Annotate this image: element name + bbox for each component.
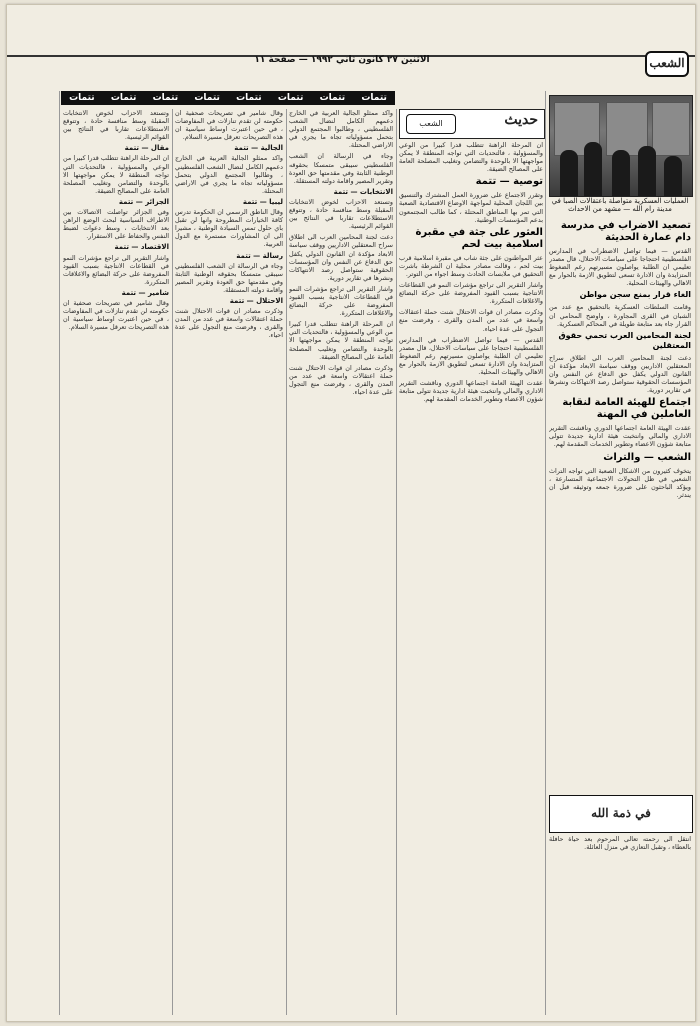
top-margin [7,5,695,57]
obituary-body: انتقل الى رحمته تعالى المرحوم بعد حياة حافلة بالعطاء ، وتقبل التعازي في منزل العائلة. [549,835,691,852]
column-3 [289,109,393,1015]
subheading: ليبيا — تتمة [242,197,283,206]
article-body: دعت لجنة المحامين العرب الى اطلاق سراح المعتقلين الاداريين ووقف سياسة الابعاد مؤكدة ان القانون الدولي يكفل حق الدفاع عن النفس وان المؤسسات الحقوقية ستواصل رصد الانتهاكات ونشرها في تقارير دورية. [549,353,691,395]
banner-label: تتمات [194,93,220,103]
article-body: وقامت السلطات العسكرية بالتحقيق مع عدد من الشبان في القرى المجاورة ، واوضح المحامي ان القرار جاء بعد متابعة طويلة في المحاكم العسكرية. [549,303,691,328]
person-silhouette [612,150,630,196]
building-shape [652,102,690,156]
headline: الشعب — والتراث [603,451,691,463]
banner-label: تتمات [69,93,95,103]
article-body: عقدت الهيئة العامة اجتماعها الدوري وناقشت التقرير الاداري والمالي وانتخبت هيئة ادارية جديدة تتولى متابعة شؤون الاعضاء وتطوير الخدمات المقدمة لهم. [399,379,543,404]
article-body: وقال شامير في تصريحات صحفية ان حكومته لن تقدم تنازلات في المفاوضات ، في حين اعتبرت اوساط سياسية ان هذه التصريحات تعرقل مسيرة السلام. [175,109,283,142]
article-body: واشار التقرير الى تراجع مؤشرات النمو في القطاعات الانتاجية بسبب القيود المفروضة على حركة البضائع والاغلاقات المتكررة. [399,281,543,306]
subheading: الاقتصاد — تتمة [114,243,169,252]
headline: لجنة المحامين العرب تحمي حقوق المعتقلين [558,330,691,350]
article-body: واشار التقرير الى تراجع مؤشرات النمو في القطاعات الانتاجية بسبب القيود المفروضة على حركة البضائع والاغلاقات المتكررة. [289,284,393,318]
newspaper-page [6,4,696,1022]
article-body: وتقرر الاجتماع على ضرورة العمل المشترك والتنسيق بين اللجان المحلية لمواجهة الاوضاع الاقتصادية الصعبة التي تمر بها المناطق المحتلة ، كما طالب المجتمعون بدعم المؤسسات الوطنية. [399,191,543,224]
article-body: واكد ممثلو الجالية العربية في الخارج دعمهم الكامل لنضال الشعب الفلسطيني ، وطالبوا المجتمع الدولي بتحمل مسؤولياته تجاه ما يجري في الاراضي المحتلة. [289,109,393,150]
column-divider [545,91,546,1015]
article-body: وقال الناطق الرسمي ان الحكومة تدرس كافة الخيارات المطروحة وانها لن تقبل باي حلول تمس السيادة الوطنية ، مشيرا الى ان المشاورات مستمرة مع الدول العربية. [175,208,283,249]
article-body: دعت لجنة المحامين العرب الى اطلاق سراح المعتقلين الاداريين ووقف سياسة الابعاد مؤكدة ان القانون الدولي يكفل حق الدفاع عن النفس وان المؤسسات الحقوقية ستواصل رصد الانتهاكات ونشرها في تقارير دورية. [289,233,393,282]
headline: اجتماع للهيئة العامة لنقابة العاملين في المهنة [562,397,691,421]
headline: تصعيد الاضراب في مدرسة دام عمارة الحديثة [560,220,691,243]
subheading: الاحتلال — تتمة [229,296,283,305]
person-silhouette [664,156,682,196]
subheading: الجالية — تتمة [234,144,283,153]
column-2 [399,141,543,1015]
article-body: يتخوف كثيرون من الاشكال الصعبة التي تواجه التراث الشعبي في ظل التحولات الاجتماعية المتسارعة ، ويؤكد الباحثون على ضرورة جمعه وتوثيقه قبل ان يندثر. [549,466,691,499]
column-right [549,217,691,793]
column-4 [175,109,283,1015]
article-body: عقدت الهيئة العامة اجتماعها الدوري وناقشت التقرير الاداري والمالي وانتخبت هيئة ادارية جديدة تتولى متابعة شؤون الاعضاء وتطوير الخدمات المقدمة لهم. [549,424,691,449]
person-silhouette [560,150,578,196]
subheading: الانتخابات — تتمة [333,187,393,196]
article-body: القدس — فيما تواصل الاضطراب في المدارس الفلسطينية احتجاجا على سياسات الاحتلال، قال مصدر تعليمي ان الطلبة يواصلون مسيرتهم رغم الضغوط المتزايدة وان الادارة تسعى لتطويق الازمة بالحوار مع الاهالي والهيئات المحلية. [399,335,543,376]
article-body: وذكرت مصادر ان قوات الاحتلال شنت حملة اعتقالات واسعة في عدد من المدن والقرى ، وفرضت منع التجول على عدة احياء. [289,363,393,396]
article-body: وجاء في الرسالة ان الشعب الفلسطيني سيبقى متمسكا بحقوقه الوطنية الثابتة وفي مقدمتها حق العودة وتقرير المصير واقامة دولته المستقلة. [289,152,393,185]
news-photo [549,95,693,197]
headline: توصية — تتمة [475,176,543,188]
article-body: وفي الجزائر تواصلت الاتصالات بين الاطراف السياسية لبحث الوضع الراهن بعد الانتخابات ، وسط دعوات لضبط النفس والحفاظ على الاستقرار. [63,208,169,241]
person-silhouette [638,146,656,196]
hadith-logo: الشعب [406,114,456,134]
article-body: ان المرحلة الراهنة تتطلب قدرا كبيرا من الوعي والمسؤولية ، فالتحديات التي تواجه المنطقة لا يمكن مواجهتها الا بالوحدة والتضامن وتغليب المصلحة العامة على المصالح الضيقة. [289,320,393,361]
article-body: واشار التقرير الى تراجع مؤشرات النمو في القطاعات الانتاجية بسبب القيود المفروضة على حركة البضائع والاغلاقات المتكررة. [63,253,169,286]
continuations-banner [61,91,395,105]
article-body: القدس — فيما تواصل الاضطراب في المدارس الفلسطينية احتجاجا على سياسات الاحتلال، قال مصدر تعليمي ان الطلبة يواصلون مسيرتهم رغم الضغوط المتزايدة وان الادارة تسعى لتطويق الازمة بالحوار مع الاهالي والهيئات المحلية. [549,247,691,288]
obituary-column [549,835,691,1015]
banner-label: تتمات [277,93,304,103]
banner-label: تتمات [236,93,262,103]
article-body: عثر المواطنون على جثة شاب في مقبرة اسلامية قرب بيت لحم ، وقالت مصادر محلية ان الشرطة باشرت التحقيق في ملابسات الحادث وسط اجواء من التوتر. [399,253,543,278]
person-silhouette [584,142,602,196]
issue-date-line: الاثنين ٢٧ كانون ثاني ١٩٩٢ — صفحة ١١ [254,55,430,65]
article-body: واكد ممثلو الجالية العربية في الخارج دعمهم الكامل لنضال الشعب الفلسطيني ، وطالبوا المجتمع الدولي بتحمل مسؤولياته تجاه ما يجري في الاراضي المحتلة. [175,154,283,195]
column-divider [286,109,287,1015]
hadith-label: حديث [504,112,538,128]
headline: العثور على جثة في مقبرة اسلامية بيت لحم [415,226,543,250]
article-body: وقال شامير في تصريحات صحفية ان حكومته لن تقدم تنازلات في المفاوضات ، في حين اعتبرت اوساط سياسية ان هذه التصريحات تعرقل مسيرة السلام. [63,298,169,332]
subheading: الجزائر — تتمة [118,197,169,206]
subheading: شامير — تتمة [121,288,169,297]
article-body: وجاء في الرسالة ان الشعب الفلسطيني سيبقى متمسكا بحقوقه الوطنية الثابتة وفي مقدمتها حق العودة وتقرير المصير واقامة دولته المستقلة. [175,261,283,294]
column-5 [63,109,169,1015]
article-body: وتستعد الاحزاب لخوض الانتخابات المقبلة وسط منافسة حادة ، وتتوقع الاستطلاعات تقاربا في النتائج بين القوائم الرئيسية. [289,197,393,231]
article-body: ان المرحلة الراهنة تتطلب قدرا كبيرا من الوعي والمسؤولية ، فالتحديات التي تواجه المنطقة لا يمكن مواجهتها الا بالوحدة والتضامن وتغليب المصلحة العامة على المصالح الضيقة. [399,141,543,174]
banner-label: تتمات [152,93,179,103]
article-body: ان المرحلة الراهنة تتطلب قدرا كبيرا من الوعي والمسؤولية ، فالتحديات التي تواجه المنطقة لا يمكن مواجهتها الا بالوحدة والتضامن وتغليب المصلحة العامة على المصالح الضيقة. [63,154,169,195]
hadith-header-box [399,109,545,139]
banner-label: تتمات [361,93,387,103]
subheading: مقال — تتمة [124,144,169,153]
banner-label: تتمات [319,93,346,103]
article-body: وتستعد الاحزاب لخوض الانتخابات المقبلة وسط منافسة حادة ، وتتوقع الاستطلاعات تقاربا في النتائج بين القوائم الرئيسية. [63,109,169,142]
article-body: وذكرت مصادر ان قوات الاحتلال شنت حملة اعتقالات واسعة في عدد من المدن والقرى ، وفرضت منع التجول على عدة احياء. [175,307,283,340]
banner-label: تتمات [110,93,137,103]
newspaper-logo: الشعب [645,51,689,77]
column-divider [396,109,397,1015]
photo-caption: العمليات العسكرية متواصلة باعتقالات الصبا في مدينة رام الله — مشهد من الاحداث [551,197,689,214]
obituary-header: في ذمة الله [549,795,693,833]
headline: الغاء قرار بمنع سجن مواطن [579,290,691,300]
page-edge-rule [59,91,60,1015]
column-divider [172,109,173,1015]
subheading: رسالة — تتمة [236,251,283,260]
article-body: وذكرت مصادر ان قوات الاحتلال شنت حملة اعتقالات واسعة في عدد من المدن والقرى ، وفرضت منع التجول على عدة احياء. [399,308,543,333]
